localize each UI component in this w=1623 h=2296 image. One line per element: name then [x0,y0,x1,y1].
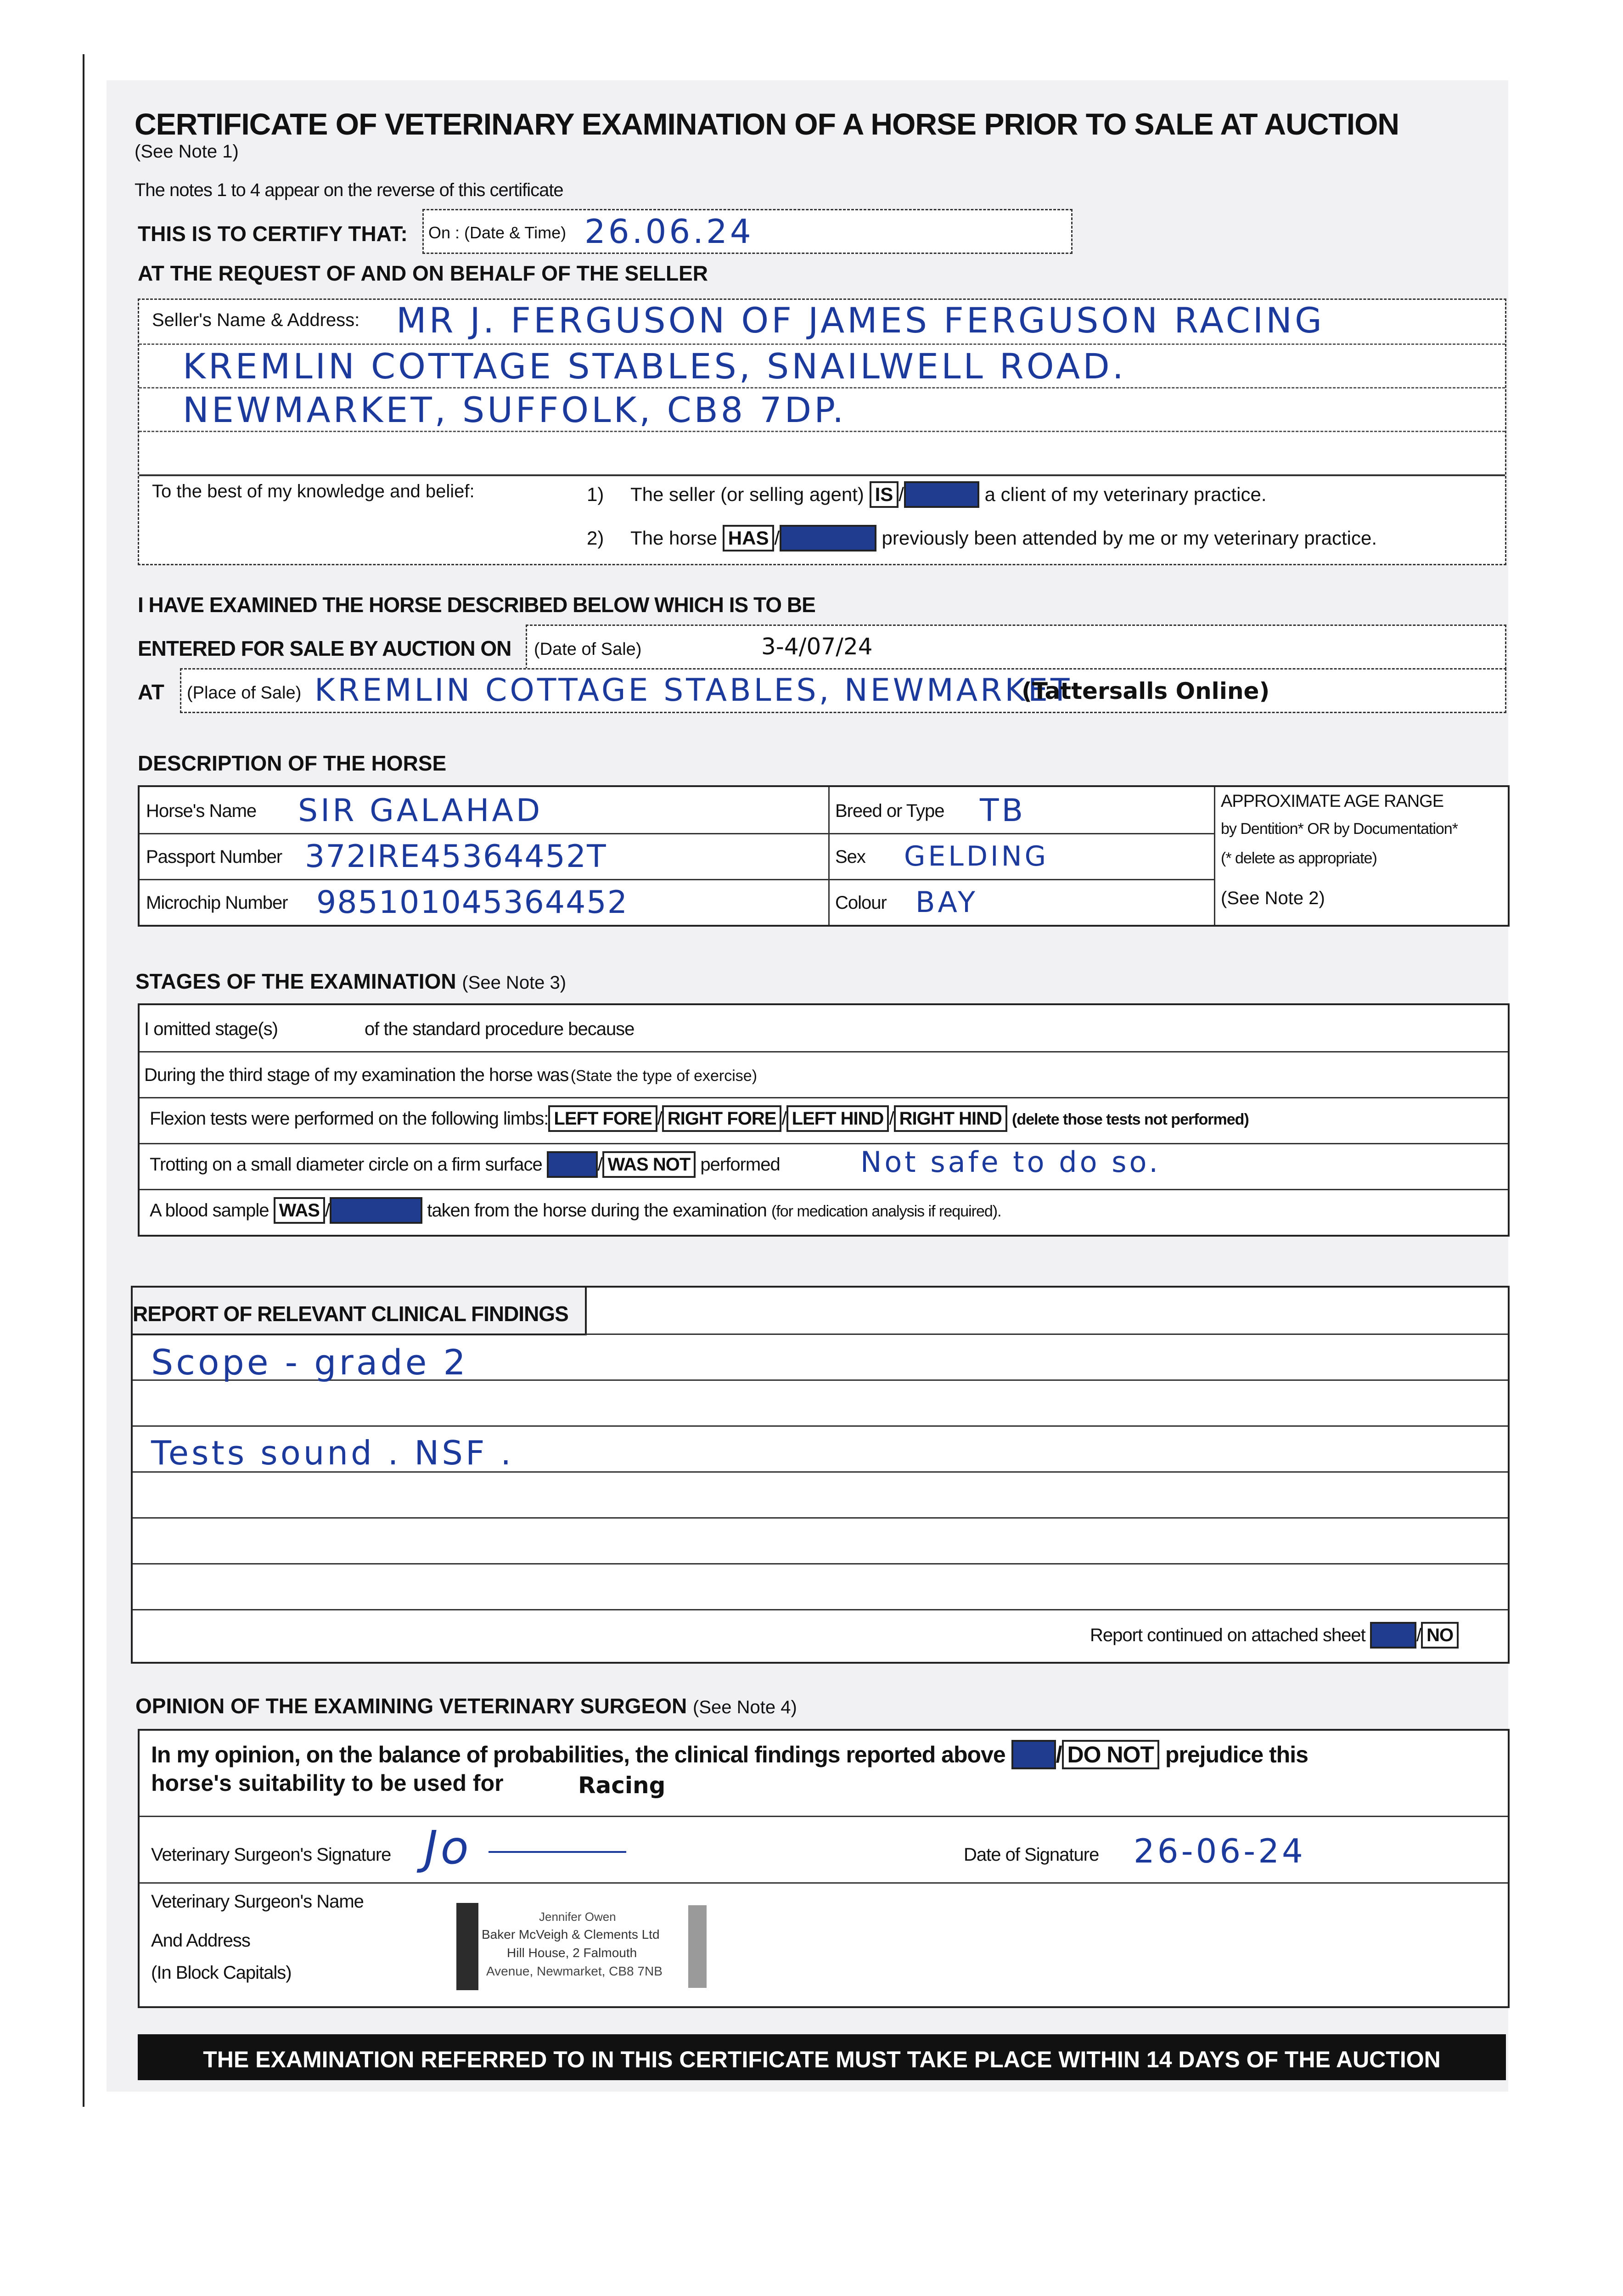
horse-name-label: Horse's Name [146,801,257,821]
blood-label: A blood sample [150,1200,269,1221]
vet-name-label: Veterinary Surgeon's Name [151,1891,364,1912]
description-label: DESCRIPTION OF THE HORSE [138,751,447,775]
footer-bar [138,2034,1506,2080]
age-note: (See Note 2) [1221,888,1325,908]
flexion-row [150,1105,1249,1132]
opinion-line-1 [151,1740,1308,1769]
continued-label: Report continued on attached sheet [1090,1625,1365,1645]
request-label: AT THE REQUEST OF AND ON BEHALF OF THE SELLER [138,261,708,285]
opinion-note: (See Note 4) [693,1697,797,1717]
report-line-2: Tests sound . NSF . [151,1434,514,1472]
seller-label: Seller's Name & Address: [152,310,360,330]
place-of-sale-label: (Place of Sale) [187,683,302,703]
seller-line-1: MR J. FERGUSON OF JAMES FERGUSON RACING [396,300,1325,341]
examined-label: I HAVE EXAMINED THE HORSE DESCRIBED BELOW WHICH IS TO BE [138,593,815,617]
vet-address-label: And Address [151,1930,250,1951]
date-of-sale-field[interactable] [526,625,1506,670]
trot-wasnot-option[interactable]: WAS NOT [602,1151,696,1178]
breed-label: Breed or Type [835,801,944,821]
notes-line: The notes 1 to 4 appear on the reverse of this certificate [135,180,563,200]
report-label: REPORT OF RELEVANT CLINICAL FINDINGS [133,1302,568,1326]
stamp-line-1: Jennifer Owen [539,1910,616,1924]
page-edge-line [83,54,84,2107]
flex-right-hind[interactable]: RIGHT HIND [894,1105,1007,1132]
opinion-sep: / [1056,1742,1062,1767]
flex-sep-2: / [781,1109,786,1129]
age-line-2: (* delete as appropriate) [1221,850,1377,867]
omitted-label-b: of the standard procedure because [365,1019,635,1039]
stages-table [138,1003,1510,1237]
k1-isnot-struck[interactable]: IS NOT [904,481,979,508]
signature-label: Veterinary Surgeon's Signature [151,1845,391,1865]
blood-post: taken from the horse during the examination [427,1200,767,1221]
k2-has-option[interactable]: HAS [723,525,775,551]
seller-line-2: KREMLIN COTTAGE STABLES, SNAILWELL ROAD. [183,346,1126,387]
stamp-line-4: Avenue, Newmarket, CB8 7NB [486,1964,663,1978]
age-line-1: by Dentition* OR by Documentation* [1221,820,1458,838]
k1-num: 1) [587,484,604,505]
stages-label: STAGES OF THE EXAMINATION [135,969,456,993]
continued-sep: / [1416,1625,1421,1645]
trot-post: performed [700,1154,780,1175]
third-stage-note: (State the type of exercise) [570,1067,758,1085]
flex-note: (delete those tests not performed) [1012,1111,1249,1128]
stamp-line-3: Hill House, 2 Falmouth [507,1946,637,1960]
opinion-heading [135,1694,797,1718]
k2-text: The horse [630,527,718,549]
opinion-line-2: horse's suitability to be used for [151,1770,504,1796]
k2-row [630,525,1377,551]
trot-label: Trotting on a small diameter circle on a firm surface [150,1154,542,1175]
date-signature-label: Date of Signature [964,1845,1099,1865]
certify-label: THIS IS TO CERTIFY THAT: [138,222,408,246]
trot-row [150,1151,780,1178]
opinion-do-struck[interactable]: DO [1011,1740,1056,1769]
vet-stamp [456,1901,709,1992]
on-date-value: 26.06.24 [584,212,754,251]
trot-sep: / [597,1154,602,1175]
k2-post: previously been attended by me or my veterinary practice. [882,527,1377,549]
continued-no-option[interactable]: NO [1421,1622,1459,1649]
passport-label: Passport Number [146,847,282,867]
footer-text: THE EXAMINATION REFERRED TO IN THIS CERTIFICATE MUST TAKE PLACE WITHIN 14 DAYS OF THE AUCTION [203,2047,1441,2072]
trot-reason: Not safe to do so. [860,1145,1161,1179]
colour-value: BAY [915,885,978,919]
on-date-label: On : (Date & Time) [428,223,567,242]
flex-sep-1: / [657,1109,662,1129]
trot-was-struck[interactable]: WAS [547,1151,598,1178]
knowledge-label: To the best of my knowledge and belief: [152,481,475,501]
sex-label: Sex [835,847,865,867]
opinion-box [138,1729,1510,2008]
stamp-line-2: Baker McVeigh & Clements Ltd [482,1927,660,1941]
flexion-label: Flexion tests were performed on the following limbs: [150,1109,549,1129]
place-of-sale-value: KREMLIN COTTAGE STABLES, NEWMARKET [314,672,1073,709]
report-line-1: Scope - grade 2 [151,1342,468,1383]
place-typed-value: (Tattersalls Online) [1022,678,1270,704]
opinion-pre: In my opinion, on the balance of probabilities, the clinical findings reported above [151,1742,1005,1767]
colour-label: Colour [835,893,887,913]
place-of-sale-field[interactable] [180,668,1506,713]
breed-value: TB [980,793,1026,829]
third-stage-label: During the third stage of my examination the horse was [144,1065,569,1085]
omitted-label-a: I omitted stage(s) [144,1019,278,1039]
age-title: APPROXIMATE AGE RANGE [1221,792,1444,811]
microchip-value: 985101045364452 [316,884,628,921]
vet-caps-label: (In Block Capitals) [151,1963,292,1983]
stages-heading [135,969,566,994]
at-label: AT [138,680,164,704]
stages-note: (See Note 3) [462,973,567,993]
k1-post: a client of my veterinary practice. [984,484,1267,505]
signature-mark: Jo [424,1821,472,1874]
seller-box [138,298,1506,565]
date-signature-value: 26-06-24 [1134,1832,1306,1870]
blood-row [150,1197,1001,1224]
opinion-donot-option[interactable]: DO NOT [1062,1740,1159,1769]
opinion-use: Racing [578,1772,666,1799]
flex-right-fore[interactable]: RIGHT FORE [662,1105,782,1132]
seller-line-3: NEWMARKET, SUFFOLK, CB8 7DP. [183,389,847,430]
sex-value: GELDING [904,840,1049,872]
continued-yes-struck[interactable]: YES [1370,1622,1416,1649]
flex-sep-3: / [889,1109,894,1129]
third-stage-row [144,1065,757,1086]
flex-left-hind[interactable]: LEFT HIND [786,1105,889,1132]
k1-sep: / [899,484,904,505]
k1-is-option[interactable]: IS [870,481,899,508]
horse-name-value: SIR GALAHAD [298,793,543,829]
description-table [138,785,1510,927]
k1-row [630,481,1267,508]
on-date-field[interactable] [422,209,1073,254]
date-of-sale-value: 3-4/07/24 [761,633,873,660]
blood-wasnot-struck[interactable]: WAS NOT [330,1197,422,1224]
continued-row [1090,1622,1459,1649]
report-box [131,1286,1510,1664]
k2-sep: / [774,527,780,549]
blood-was-option[interactable]: WAS [274,1197,325,1224]
opinion-label: OPINION OF THE EXAMINING VETERINARY SURGEON [135,1694,687,1718]
microchip-label: Microchip Number [146,893,288,913]
date-of-sale-label: (Date of Sale) [534,640,642,659]
opinion-post: prejudice this [1165,1742,1308,1767]
k1-text: The seller (or selling agent) [630,484,864,505]
blood-sep: / [325,1200,330,1221]
k2-hasnot-struck[interactable]: HAS NOT [780,525,876,551]
entered-label: ENTERED FOR SALE BY AUCTION ON [138,636,511,660]
flex-left-fore[interactable]: LEFT FORE [548,1105,657,1132]
passport-value: 372IRE45364452T [305,838,607,875]
certificate-title: CERTIFICATE OF VETERINARY EXAMINATION OF A HORSE PRIOR TO SALE AT AUCTION [135,107,1399,141]
see-note-1: (See Note 1) [135,141,239,162]
blood-note: (for medication analysis if required). [771,1203,1001,1220]
k2-num: 2) [587,527,604,549]
